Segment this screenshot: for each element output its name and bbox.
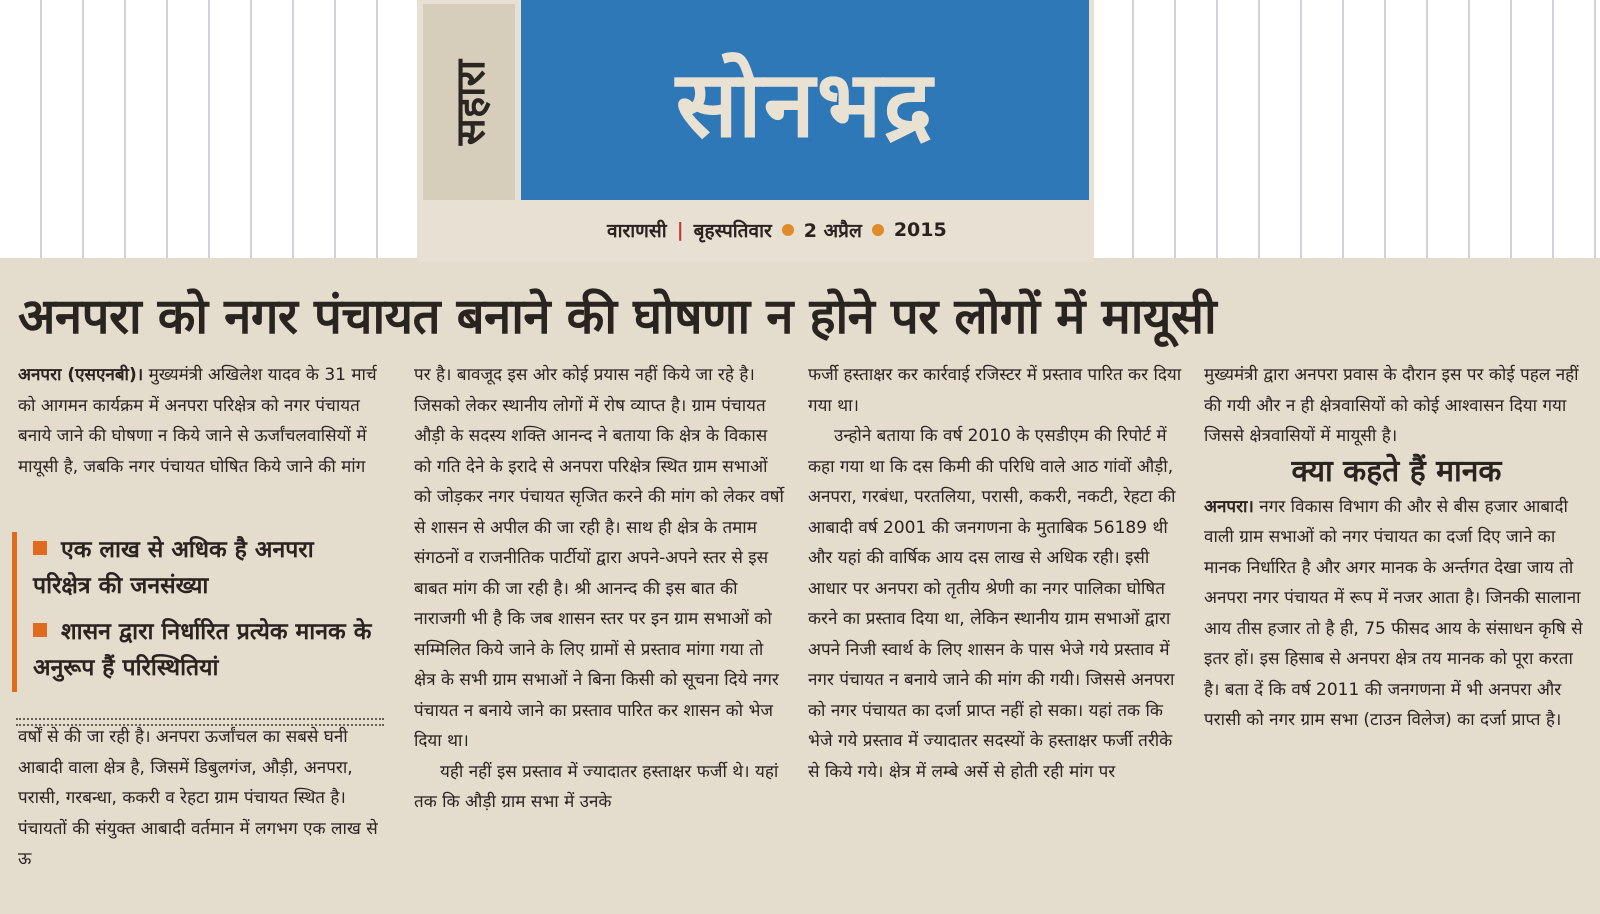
- column-4-paragraph-2: अनपरा। नगर विकास विभाग की और से बीस हजार आबादी वाली ग्राम सभाओं को नगर पंचायत का दर्जा दिए जाने का मानक निर्धारित है और अगर मानक के अर्न्तगत देखा जाय तो अनपरा नगर पंचायत में रूप में नजर आता है। जिनकी सालाना आय तीस हजार तो है ही, 75 फीसद आय के संसाधन कृषि से इतर हों। इस हिसाब से अनपरा क्षेत्र तय मानक को पूरा करता है। बता दें कि वर्ष 2011 की जनगणना में भी अनपरा और परासी को नगर ग्राम सभा (टाउन विलेज) का दर्जा प्राप्त है।: [1204, 496, 1583, 730]
- column-1-paragraph-1: अनपरा (एसएनबी)। मुख्यमंत्री अखिलेश यादव के 31 मार्च को आगमन कार्यक्रम में अनपरा परिक्षेत्र को नगर पंचायत बनाये जाने की घोषणा न किये जाने से ऊर्जांचलवासियों में मायूसी है, जबकि नगर पंचायत घोषित किये जाने की मांग: [18, 365, 377, 477]
- dateline-lead: अनपरा।: [1204, 496, 1254, 517]
- article-column-1: [18, 360, 393, 482]
- column-3-paragraph-2: उन्होने बताया कि वर्ष 2010 के एसडीएम की रिपोर्ट में कहा गया था कि दस किमी की परिधि वाले आठ गांवों औड़ी, अनपरा, गरबंधा, परतलिया, परासी, ककरी, नकटी, रेहटा की आबादी वर्ष 2001 की जनगणना के मुताबिक 56189 थी और यहां की वार्षिक आय दस लाख से अधिक रही। इसी आधार पर अनपरा को तृतीय श्रेणी का नगर पालिका घोषित करने का प्रस्ताव दिया था, लेकिन स्थानीय ग्राम सभाओं द्वारा अपने निजी स्वार्थ के लिए शासन के पास भेजे गये प्रस्ताव में नगर पंचायत न बनाये जाने की मांग की गयी। जिससे अनपरा को नगर पंचायत का दर्जा प्राप्त नहीं हो सका। यहां तक कि भेजे गये प्रस्ताव में ज्यादातर सदस्यों के हस्ताक्षर फर्जी तरीके से किये गये। क्षेत्र में लम्बे अर्से से होती रही मांग पर: [808, 426, 1176, 782]
- column-4-paragraph-1: मुख्यमंत्री द्वारा अनपरा प्रवास के दौरान इस पर कोई पहल नहीं की गयी और न ही क्षेत्रवासियों को कोई आश्वासन दिया गया जिससे क्षेत्रवासियों में मायूसी है।: [1204, 365, 1579, 446]
- publication-name: सहारा: [447, 59, 495, 145]
- highlight-item: एक लाख से अधिक है अनपरा परिक्षेत्र की जनसंख्या: [33, 537, 314, 599]
- edition-banner: [521, 0, 1089, 200]
- square-bullet-icon: [33, 541, 47, 555]
- masthead: [417, 0, 1094, 262]
- separator: |: [676, 219, 684, 241]
- column-2-paragraph-1: पर है। बावजूद इस ओर कोई प्रयास नहीं किये जा रहे है। जिसको लेकर स्थानीय लोगों में रोष व्याप्त है। ग्राम पंचायत औड़ी के सदस्य शक्ति आनन्द ने बताया कि क्षेत्र के विकास को गति देने के इरादे से अनपरा परिक्षेत्र स्थित ग्राम सभाओं को जोड़कर नगर पंचायत सृजित करने की मांग को लेकर वर्षो से शासन से अपील की जा रही है। साथ ही क्षेत्र के तमाम संगठनों व राजनीतिक पार्टीयों द्वारा अपने-अपने स्तर से इस बाबत मांग की जा रही है। श्री आनन्द की इस बात की नाराजगी भी है कि जब शासन स्तर पर इन ग्राम सभाओं को सम्मिलित किये जाने के लिए ग्रामों से प्रस्ताव मांगा गया तो क्षेत्र के सभी ग्राम सभाओं ने बिना किसी को सूचना दिये नगर पंचायत न बनाये जाने का प्रस्ताव पारित कर शासन को भेज दिया था।: [414, 365, 784, 751]
- column-3-paragraph-1: फर्जी हस्ताक्षर कर कार्रवाई रजिस्टर में प्रस्ताव पारित कर दिया गया था।: [808, 365, 1182, 416]
- bullet-dot-icon: [782, 224, 794, 236]
- article-headline: अनपरा को नगर पंचायत बनाने की घोषणा न होने पर लोगों में मायूसी: [18, 288, 1217, 345]
- issue-day: बृहस्पतिवार: [693, 220, 772, 242]
- article-column-1-continued: [18, 722, 393, 875]
- column-1-paragraph-2: वर्षों से की जा रही है। अनपरा ऊर्जांचल का सबसे घनी आबादी वाला क्षेत्र है, जिसमें डिबुलगंज, औड़ी, अनपरा, परासी, गरबन्धा, ककरी व रेहटा ग्राम पंचायत स्थित है। पंचायतों की संयुक्त आबादी वर्तमान में लगभग एक लाख से ऊ: [18, 727, 378, 869]
- article-column-4: [1204, 360, 1589, 736]
- article-column-3: [808, 360, 1183, 787]
- square-bullet-icon: [33, 623, 47, 637]
- edition-title: सोनभद्र: [675, 49, 935, 158]
- highlight-item: शासन द्वारा निर्धारित प्रत्येक मानक के अनुरूप हैं परिस्थितियां: [33, 619, 372, 681]
- issue-dateline: [607, 212, 1067, 248]
- bullet-dot-icon: [872, 224, 884, 236]
- section-subheading: क्या कहते हैं मानक: [1291, 453, 1502, 489]
- issue-date: 2 अप्रैल: [803, 220, 862, 242]
- column-2-paragraph-2: यही नहीं इस प्रस्ताव में ज्यादातर हस्ताक्षर फर्जी थे। यहां तक कि औड़ी ग्राम सभा में उनके: [414, 761, 779, 812]
- dateline-lead: अनपरा (एसएनबी)।: [18, 365, 144, 385]
- issue-city: वाराणसी: [607, 220, 667, 242]
- article-column-2: [414, 360, 789, 818]
- highlight-box: [12, 532, 377, 692]
- issue-year: 2015: [893, 219, 947, 241]
- publication-logo: [423, 4, 515, 200]
